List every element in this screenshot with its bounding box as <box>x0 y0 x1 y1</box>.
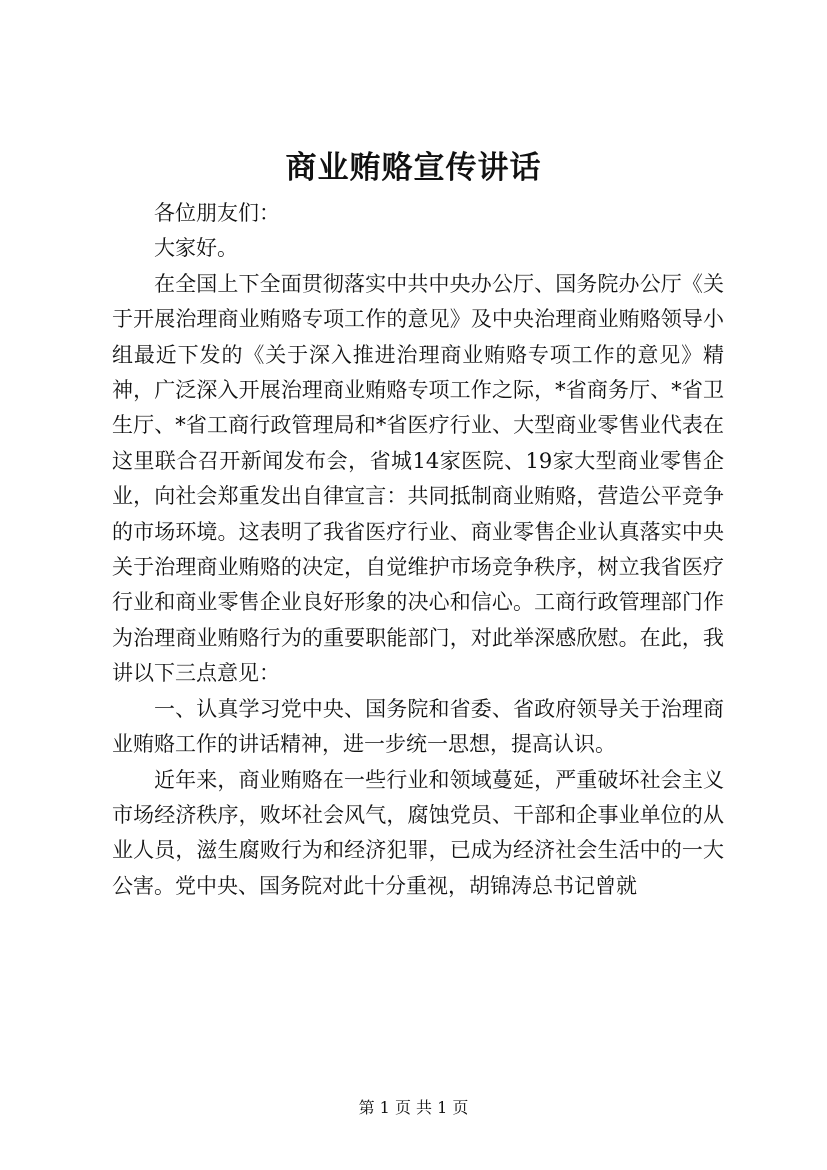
paragraph-recent-years: 近年来，商业贿赂在一些行业和领域蔓延，严重破坏社会主义市场经济秩序，败坏社会风气，腐蚀党员、干部和企事业单位的从业人员，滋生腐败行为和经济犯罪，已成为经济社会生活中的一大公害。党中央、国务院对此十分重视，胡锦涛总书记曾就 <box>112 767 724 898</box>
paragraph-hello: 大家好。 <box>154 236 238 261</box>
document-title: 商业贿赂宣传讲话 <box>285 150 542 186</box>
paragraph-point-one: 一、认真学习党中央、国务院和省委、省政府领导关于治理商业贿赂工作的讲话精神，进一步统一思想，提高认识。 <box>112 696 724 757</box>
paragraph-greeting: 各位朋友们： <box>154 201 280 225</box>
document-body <box>112 196 724 904</box>
page-number-footer: 第 1 页 共 1 页 <box>358 1098 469 1117</box>
paragraph-intro: 在全国上下全面贯彻落实中共中央办公厅、国务院办公厅《关于开展治理商业贿赂专项工作的意见》及中央治理商业贿赂领导小组最近下发的《关于深入推进治理商业贿赂专项工作的意见》精神，广泛深入开展治理商业贿赂专项工作之际，*省商务厅、*省卫生厅、*省工商行政管理局和*省医疗行业、大型商业零售业代表在这里联合召开新闻发布会，省城14家医院、19家大型商业零售企业，向社会郑重发出自律宣言：共同抵制商业贿赂，营造公平竞争的市场环境。这表明了我省医疗行业、商业零售企业认真落实中央关于治理商业贿赂的决定，自觉维护市场竞争秩序，树立我省医疗行业和商业零售企业良好形象的决心和信心。工商行政管理部门作为治理商业贿赂行为的重要职能部门，对此举深感欣慰。在此，我讲以下三点意见： <box>112 271 724 686</box>
